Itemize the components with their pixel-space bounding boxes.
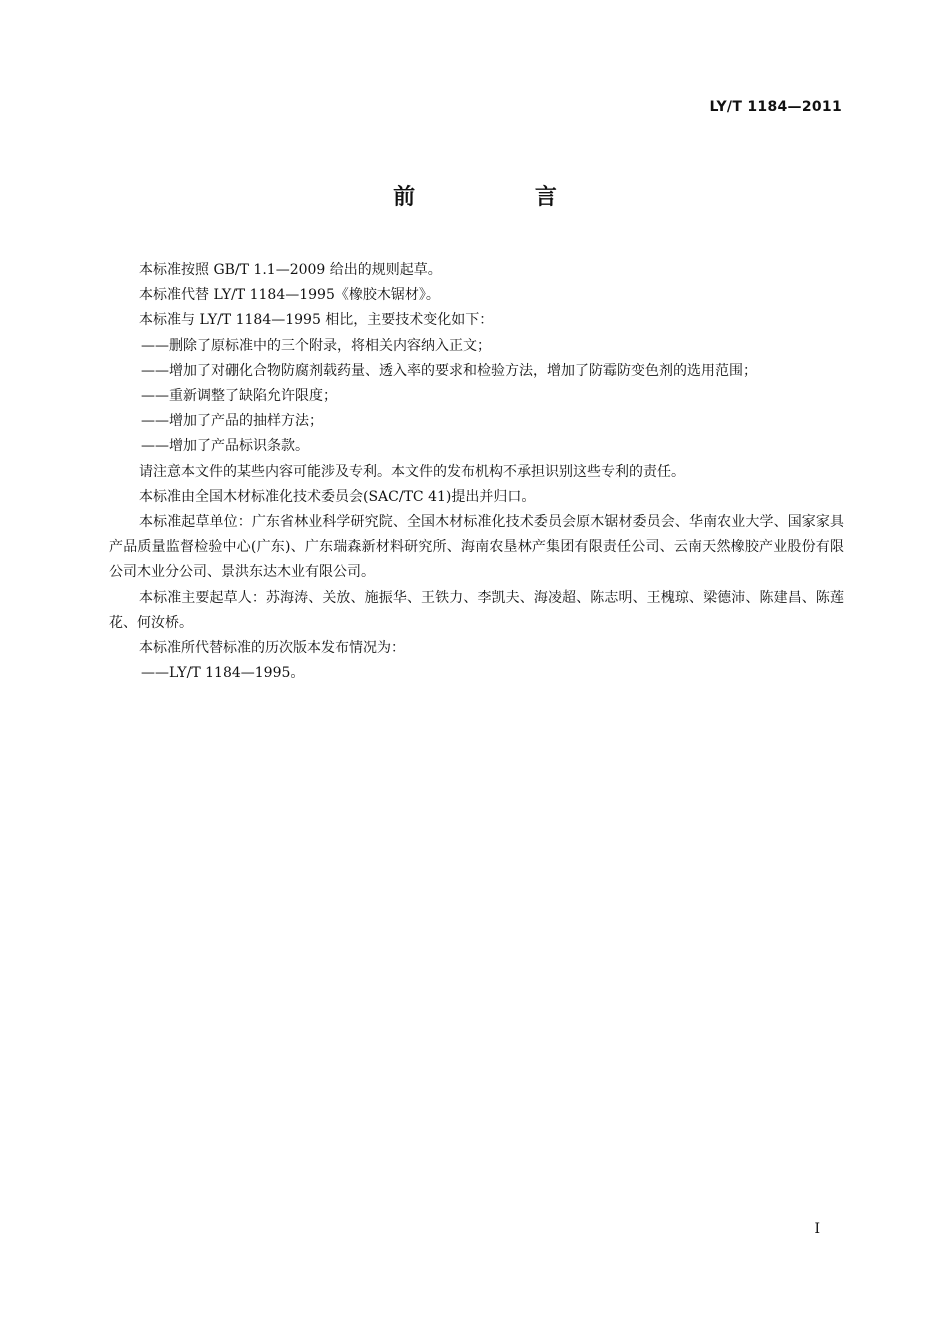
- paragraph-patent-notice: 请注意本文件的某些内容可能涉及专利。本文件的发布机构不承担识别这些专利的责任。: [139, 463, 685, 480]
- change-item: ——增加了产品标识条款。: [141, 438, 309, 455]
- change-item: ——删除了原标准中的三个附录，将相关内容纳入正文；: [141, 337, 491, 354]
- paragraph-history-intro: 本标准所代替标准的历次版本发布情况为：: [139, 640, 405, 657]
- paragraph-replaces: 本标准代替 LY/T 1184—1995《橡胶木锯材》。: [139, 287, 440, 304]
- page-title: 前 言: [393, 185, 613, 210]
- paragraph-proposer: 本标准由全国木材标准化技术委员会(SAC/TC 41)提出并归口。: [139, 488, 536, 505]
- page-number: I: [814, 1221, 820, 1237]
- paragraph-drafting-units: 本标准起草单位：广东省林业科学研究院、全国木材标准化技术委员会原木锯材委员会、华南农业大学、国家家具产品质量监督检验中心(广东)、广东瑞森新材料研究所、海南农垦林产集团有限责任公司、云南天然橡胶产业股份有限公司木业分公司、景洪东达木业有限公司。: [109, 514, 844, 581]
- foreword-body: [109, 258, 844, 686]
- change-item: ——重新调整了缺陷允许限度；: [141, 388, 337, 405]
- paragraph-drafting-rules: 本标准按照 GB/T 1.1—2009 给出的规则起草。: [139, 262, 442, 278]
- change-item: ——增加了对硼化合物防腐剂载药量、透入率的要求和检验方法，增加了防霉防变色剂的选用范围；: [141, 362, 757, 379]
- paragraph-changes-intro: 本标准与 LY/T 1184—1995 相比，主要技术变化如下：: [139, 312, 494, 329]
- history-item: ——LY/T 1184—1995。: [141, 665, 305, 682]
- change-item: ——增加了产品的抽样方法；: [141, 413, 323, 430]
- paragraph-drafters: 本标准主要起草人：苏海涛、关放、施振华、王铁力、李凯夫、海凌超、陈志明、王槐琼、梁德沛、陈建昌、陈莲花、何汝桥。: [109, 589, 844, 631]
- standard-code-header: LY/T 1184—2011: [709, 99, 842, 115]
